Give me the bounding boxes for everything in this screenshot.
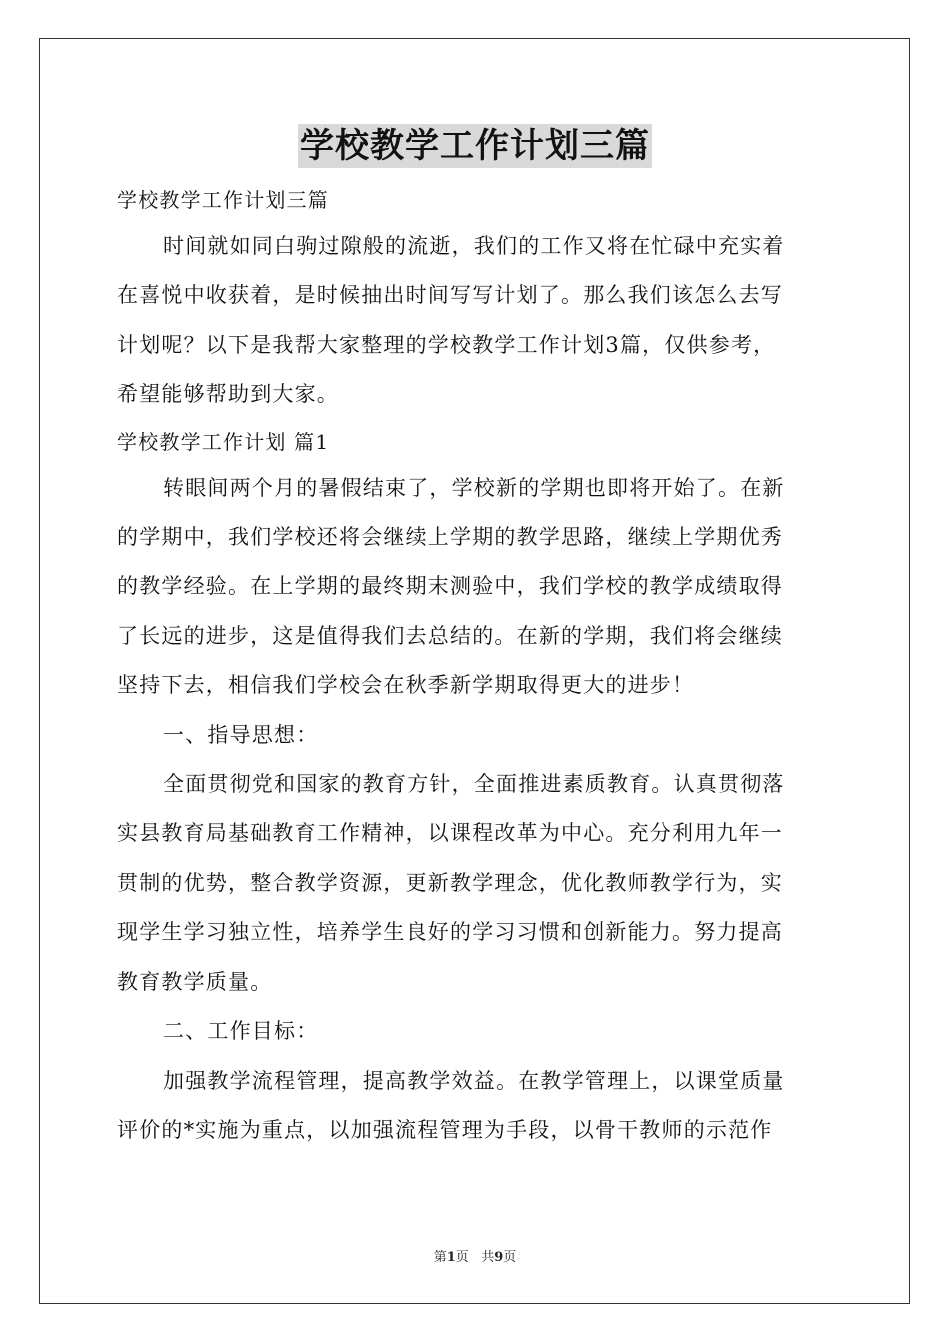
title-container: [0, 124, 950, 168]
text-line: 时间就如同白驹过隙般的流逝，我们的工作又将在忙碌中充实着: [163, 234, 785, 258]
total-suffix: 页: [503, 1250, 517, 1265]
section-heading: 学校教学工作计划三篇: [117, 188, 329, 212]
total-prefix: 共: [481, 1250, 495, 1265]
text-line: 实县教育局基础教育工作精神，以课程改革为中心。充分利用九年一: [117, 821, 783, 846]
text-line: 教育教学质量。: [117, 969, 273, 994]
text-line: 二、工作目标：: [163, 1019, 319, 1044]
page-footer: [0, 1246, 950, 1265]
text-line: 了长远的进步，这是值得我们去总结的。在新的学期，我们将会继续: [117, 623, 783, 648]
document-body: [117, 178, 833, 1155]
text-line: 转眼间两个月的暑假结束了，学校新的学期也即将开始了。在新: [163, 475, 785, 500]
text-line: 现学生学习独立性，培养学生良好的学习习惯和创新能力。努力提高: [117, 920, 783, 945]
text-line: 的学期中，我们学校还将会继续上学期的教学思路，继续上学期优秀: [117, 525, 783, 550]
text-line: 坚持下去，相信我们学校会在秋季新学期取得更大的进步！: [117, 673, 695, 698]
text-line: 贯制的优势，整合教学资源，更新教学理念，优化教师教学行为，实: [117, 870, 783, 895]
page-prefix: 第: [433, 1250, 447, 1265]
document-title: 学校教学工作计划三篇: [300, 126, 650, 166]
page-total: 9: [494, 1250, 504, 1265]
section-heading: 学校教学工作计划 篇1: [117, 429, 330, 454]
text-line: 计划呢？以下是我帮大家整理的学校教学工作计划3篇，仅供参考，: [117, 332, 776, 357]
text-line: 全面贯彻党和国家的教育方针，全面推进素质教育。认真贯彻落: [163, 772, 785, 797]
text-line: 在喜悦中收获着，是时候抽出时间写写计划了。那么我们该怎么去写: [117, 283, 783, 308]
text-line: 评价的*实施为重点，以加强流程管理为手段，以骨干教师的示范作: [117, 1117, 773, 1142]
text-line: 一、指导思想：: [163, 722, 319, 747]
text-line: 加强教学流程管理，提高教学效益。在教学管理上，以课堂质量: [163, 1068, 785, 1093]
text-line: 的教学经验。在上学期的最终期末测验中，我们学校的教学成绩取得: [117, 574, 783, 599]
page-current: 1: [446, 1250, 456, 1265]
text-line: 希望能够帮助到大家。: [117, 382, 339, 407]
page-suffix: 页: [455, 1250, 469, 1265]
